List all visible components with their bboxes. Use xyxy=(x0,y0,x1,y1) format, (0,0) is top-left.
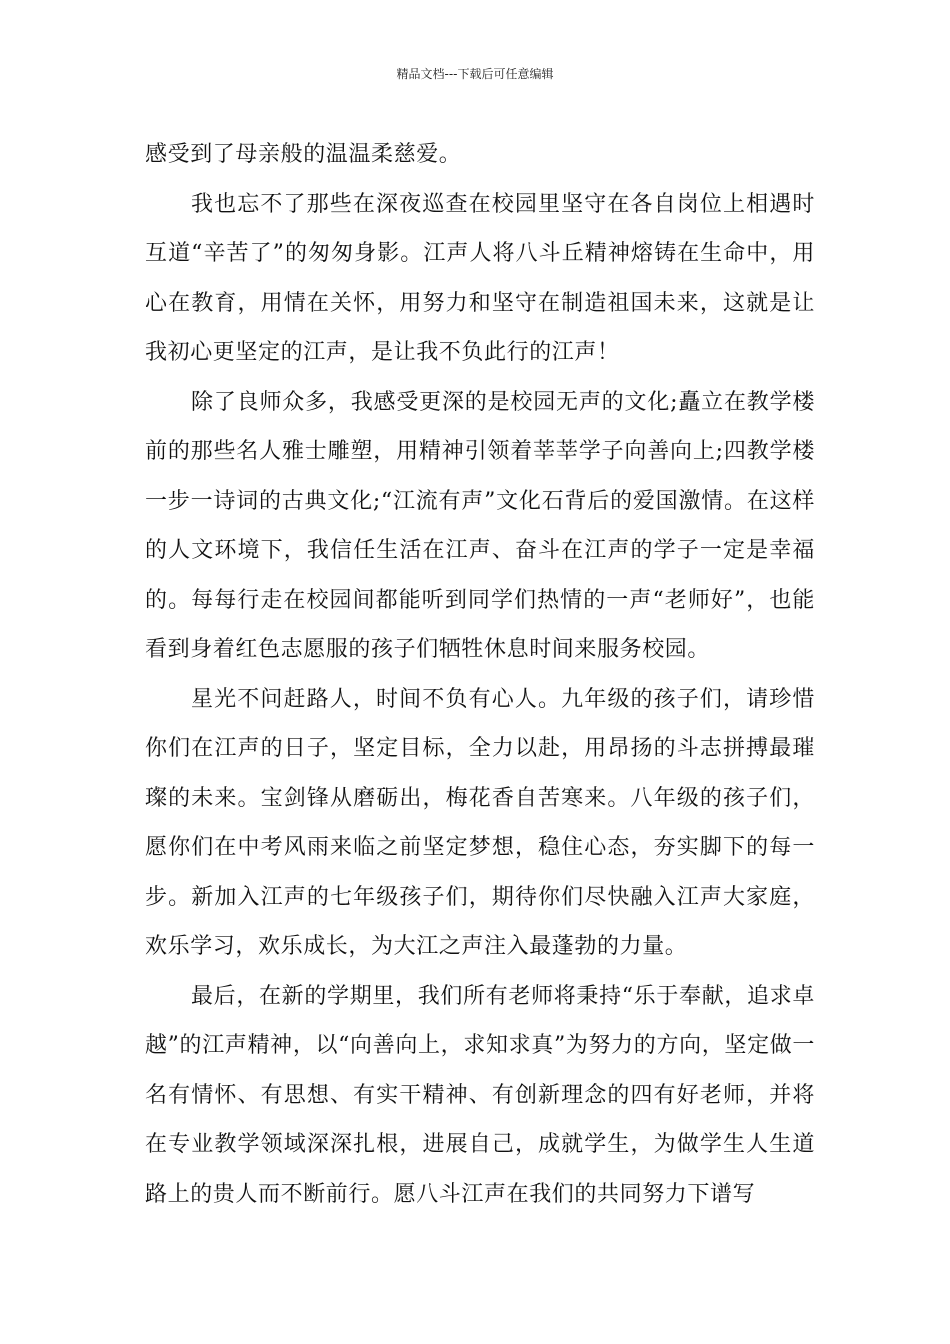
document-body xyxy=(145,130,815,1219)
paragraph: 除了良师众多，我感受更深的是校园无声的文化;矗立在教学楼前的那些名人雅士雕塑，用精神引领着莘莘学子向善向上;四教学楼一步一诗词的古典文化;“江流有声”文化石背后的爱国激情。在这样的人文环境下，我信任生活在江声、奋斗在江声的学子一定是幸福的。每每行走在校园间都能听到同学们热情的一声“老师好”，也能看到身着红色志愿服的孩子们牺牲休息时间来服务校园。 xyxy=(145,389,815,662)
paragraph: 星光不问赶路人，时间不负有心人。九年级的孩子们，请珍惜你们在江声的日子，坚定目标，全力以赴，用昂扬的斗志拼搏最璀璨的未来。宝剑锋从磨砺出，梅花香自苦寒来。八年级的孩子们，愿你们在中考风雨来临之前坚定梦想，稳住心态，夯实脚下的每一步。新加入江声的七年级孩子们，期待你们尽快融入江声大家庭，欢乐学习，欢乐成长，为大江之声注入最蓬勃的力量。 xyxy=(145,686,815,959)
paragraph: 最后，在新的学期里，我们所有老师将秉持“乐于奉献，追求卓越”的江声精神，以“向善向上，求知求真”为努力的方向，坚定做一名有情怀、有思想、有实干精神、有创新理念的四有好老师，并将在专业教学领域深深扎根，进展自己，成就学生，为做学生人生道路上的贵人而不断前行。愿八斗江声在我们的共同努力下谱写 xyxy=(145,983,815,1207)
page-header: 精品文档---下载后可任意编辑 xyxy=(396,67,554,81)
paragraph-continuation: 感受到了母亲般的温温柔慈爱。 xyxy=(145,142,462,167)
paragraph: 我也忘不了那些在深夜巡查在校园里坚守在各自岗位上相遇时互道“辛苦了”的匆匆身影。江声人将八斗丘精神熔铸在生命中，用心在教育，用情在关怀，用努力和坚守在制造祖国未来，这就是让我初心更坚定的江声，是让我不负此行的江声！ xyxy=(145,191,815,365)
